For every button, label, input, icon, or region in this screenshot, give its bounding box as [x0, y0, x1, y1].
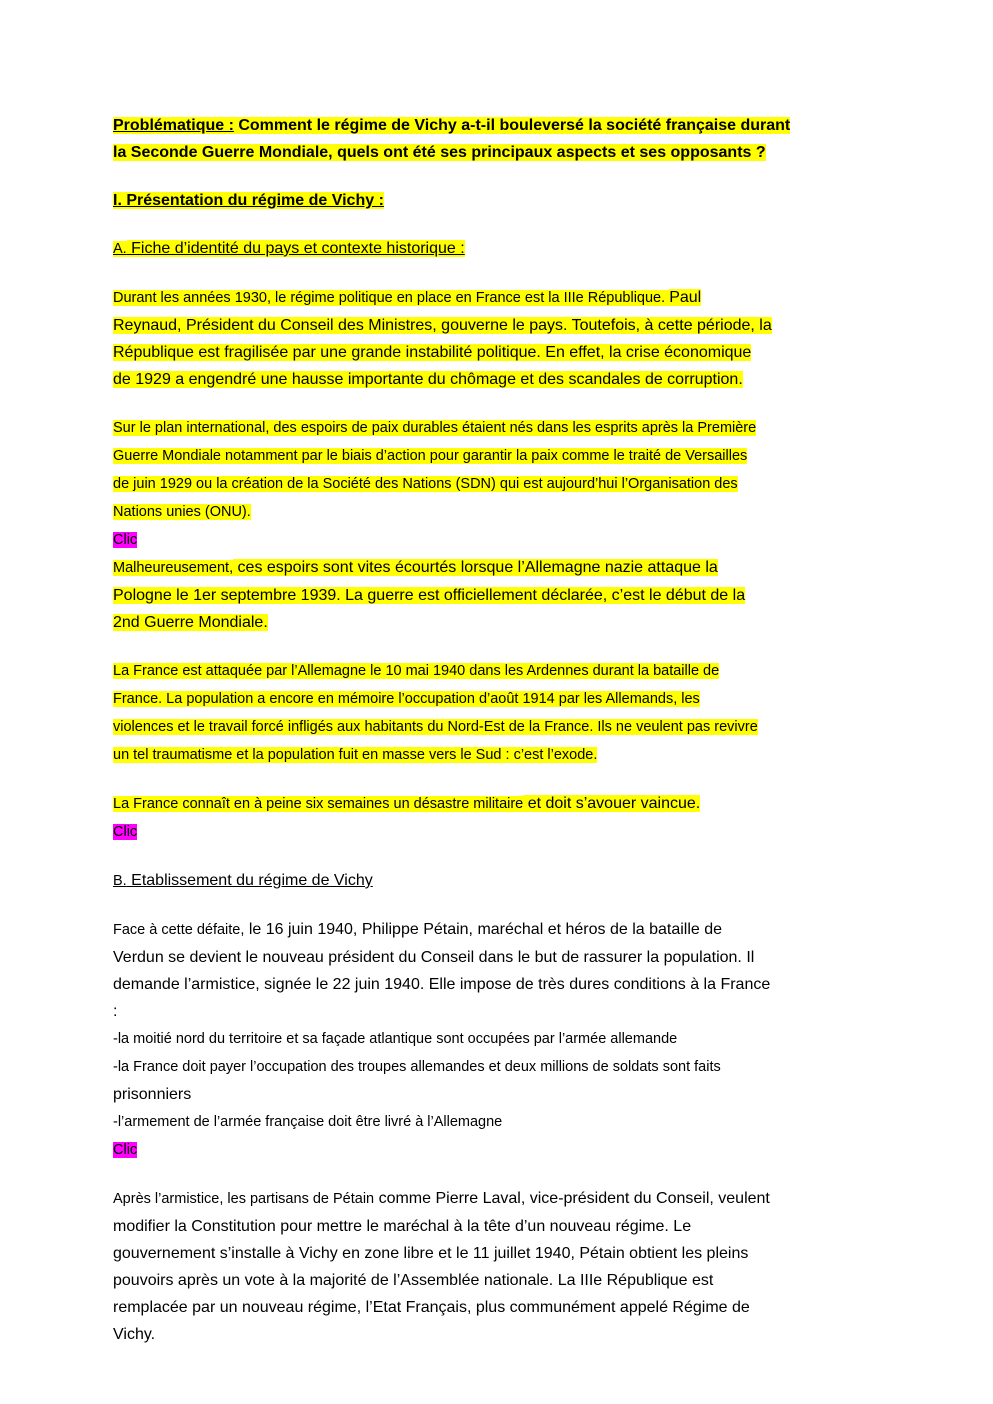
- paragraph-contexte-1930: [113, 284, 908, 393]
- heading-section-1b: [113, 867, 908, 895]
- clic-marker: Clic: [113, 532, 138, 548]
- text-run: de 1929 a engendré une hausse importante du chômage et des scandales de corruption.: [113, 371, 743, 388]
- text-run: Guerre Mondiale notamment par le biais d’action pour garantir la paix comme le traité de Versailles: [113, 448, 748, 464]
- text-run: modifier la Constitution pour mettre le maréchal à la tête d’un nouveau régime. Le: [113, 1218, 692, 1235]
- text-run: Pologne le 1er septembre 1939. La guerre est officiellement déclarée, c’est le début de la: [113, 587, 746, 604]
- text-run: prisonniers: [113, 1086, 192, 1103]
- heading-section-1a: [113, 235, 908, 263]
- text-run: Sur le plan international, des espoirs de paix durables étaient nés dans les esprits après la Première: [113, 420, 757, 436]
- text-run: un tel traumatisme et la population fuit en masse vers le Sud : c’est l’exode.: [113, 747, 598, 763]
- text-run: et doit s’avouer vaincue.: [523, 795, 701, 812]
- text-run: Après l’armistice, les partisans de Pétain: [113, 1191, 375, 1207]
- text-run: La France connaît en à peine six semaines un désastre militaire: [113, 796, 524, 812]
- text-run: -la moitié nord du territoire et sa façade atlantique sont occupées par l’armée allemande: [113, 1031, 678, 1047]
- text-run: Comment le régime de Vichy a-t-il bouleversé la société française durant: [233, 117, 791, 134]
- text-run: comme Pierre Laval, vice-président du Conseil, veulent: [374, 1190, 770, 1207]
- text-run: A.: [113, 241, 127, 257]
- paragraph-france-attaquee: [113, 657, 908, 769]
- heading-problematique: [113, 112, 908, 166]
- text-run: pouvoirs après un vote à la majorité de l’Assemblée nationale. La IIIe République est: [113, 1272, 714, 1289]
- text-run: 2nd Guerre Mondiale.: [113, 614, 268, 631]
- text-run: remplacée par un nouveau régime, l’Etat Français, plus communément appelé Régime de: [113, 1299, 750, 1316]
- document-content: [113, 112, 908, 1369]
- text-run: La France est attaquée par l’Allemagne le 10 mai 1940 dans les Ardennes durant la bataille de: [113, 663, 720, 679]
- text-run: -l’armement de l’armée française doit être livré à l’Allemagne: [113, 1114, 503, 1130]
- paragraph-plan-international: [113, 414, 908, 636]
- paragraph-apres-armistice: [113, 1185, 908, 1348]
- text-run: la Seconde Guerre Mondiale, quels ont été ses principaux aspects et ses opposants ?: [113, 144, 766, 161]
- clic-marker: Clic: [113, 1142, 138, 1158]
- text-run: :: [113, 1003, 118, 1020]
- paragraph-petain-armistice: [113, 916, 908, 1164]
- heading-section-1: [113, 187, 908, 214]
- text-run: Problématique :: [113, 117, 234, 134]
- text-run: Etablissement du régime de Vichy: [126, 872, 373, 889]
- paragraph-desastre-militaire: [113, 790, 908, 846]
- text-run: ces espoirs sont vites écourtés lorsque l’Allemagne nazie attaque la: [233, 559, 718, 576]
- text-run: République est fragilisée par une grande instabilité politique. En effet, la crise économique: [113, 344, 752, 361]
- text-run: I. Présentation du régime de Vichy :: [113, 192, 384, 209]
- text-run: Verdun se devient le nouveau président du Conseil dans le but de rassurer la population. Il: [113, 949, 755, 966]
- text-run: violences et le travail forcé infligés aux habitants du Nord-Est de la France. Ils ne veulent pas revivre: [113, 719, 758, 735]
- text-run: Paul: [669, 289, 702, 306]
- text-run: demande l’armistice, signée le 22 juin 1940. Elle impose de très dures conditions à la France: [113, 976, 771, 993]
- clic-marker: Clic: [113, 824, 138, 840]
- text-run: le 16 juin 1940, Philippe Pétain, maréchal et héros de la bataille de: [244, 921, 723, 938]
- text-run: B.: [113, 873, 127, 889]
- text-run: Face à cette défaite,: [113, 922, 245, 938]
- text-run: Fiche d’identité du pays et contexte historique :: [126, 240, 465, 257]
- text-run: Vichy.: [113, 1326, 156, 1343]
- text-run: Durant les années 1930, le régime politique en place en France est la IIIe République.: [113, 290, 670, 306]
- text-run: de juin 1929 ou la création de la Société des Nations (SDN) qui est aujourd’hui l’Organisation des: [113, 476, 738, 492]
- text-run: Malheureusement,: [113, 560, 234, 576]
- text-run: -la France doit payer l’occupation des troupes allemandes et deux millions de soldats sont faits: [113, 1059, 721, 1075]
- text-run: Reynaud, Président du Conseil des Ministres, gouverne le pays. Toutefois, à cette période, la: [113, 317, 772, 334]
- text-run: Nations unies (ONU).: [113, 504, 251, 520]
- text-run: gouvernement s’installe à Vichy en zone libre et le 11 juillet 1940, Pétain obtient les pleins: [113, 1245, 749, 1262]
- text-run: France. La population a encore en mémoire l’occupation d’août 1914 par les Allemands, les: [113, 691, 700, 707]
